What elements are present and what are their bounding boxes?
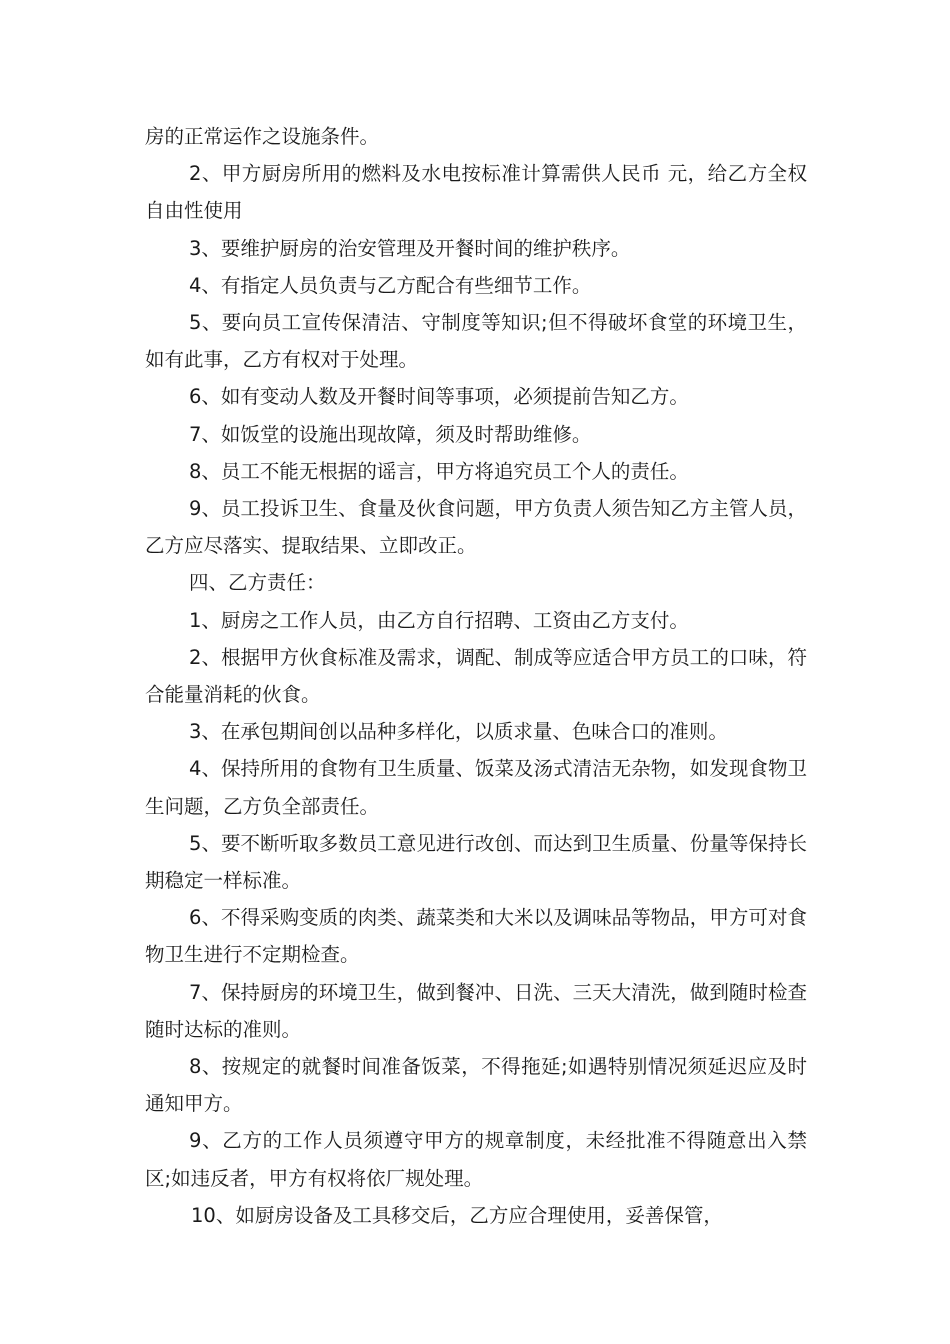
paragraph-item-2-fuel: 2、甲方厨房所用的燃料及水电按标准计算需供人民币 元，给乙方全权自由性使用 bbox=[145, 162, 807, 223]
section-heading-party-b: 四、乙方责任： bbox=[189, 571, 326, 595]
paragraph-item-4-liaison: 4、有指定人员负责与乙方配合有些细节工作。 bbox=[189, 273, 592, 297]
paragraph-item-6-notice: 6、如有变动人数及开餐时间等事项，必须提前告知乙方。 bbox=[189, 385, 689, 409]
paragraph-item-3-security: 3、要维护厨房的治安管理及开餐时间的维护秩序。 bbox=[189, 236, 631, 260]
paragraph-b-item-9-rules: 9、乙方的工作人员须遵守甲方的规章制度，未经批准不得随意出入禁区;如违反者，甲方有权将依厂规处理。 bbox=[145, 1129, 807, 1190]
paragraph-b-item-10-equipment: 10、如厨房设备及工具移交后，乙方应合理使用，妥善保管， bbox=[191, 1203, 723, 1227]
paragraph-b-item-3-variety: 3、在承包期间创以品种多样化，以质求量、色味合口的准则。 bbox=[189, 720, 728, 744]
paragraph-item-9-complaint: 9、员工投诉卫生、食量及伙食问题，甲方负责人须告知乙方主管人员，乙方应尽落实、提取结果、立即改正。 bbox=[145, 497, 807, 558]
paragraph-b-item-4-quality: 4、保持所用的食物有卫生质量、饭菜及汤式清洁无杂物，如发现食物卫生问题，乙方负全部责任。 bbox=[145, 757, 807, 818]
paragraph-b-item-6-purchase: 6、不得采购变质的肉类、蔬菜类和大米以及调味品等物品，甲方可对食物卫生进行不定期检查。 bbox=[145, 906, 807, 967]
paragraph-item-7-repair: 7、如饭堂的设施出现故障，须及时帮助维修。 bbox=[189, 422, 592, 446]
paragraph-b-item-2-taste: 2、根据甲方伙食标准及需求，调配、制成等应适合甲方员工的口味，符合能量消耗的伙食。 bbox=[145, 645, 807, 707]
paragraph-item-8-rumor: 8、员工不能无根据的谣言，甲方将追究员工个人的责任。 bbox=[189, 459, 689, 483]
paragraph-continuation: 房的正常运作之设施条件。 bbox=[145, 125, 380, 148]
paragraph-b-item-5-feedback: 5、要不断听取多数员工意见进行改创、而达到卫生质量、份量等保持长期稳定一样标准。 bbox=[145, 831, 807, 893]
paragraph-item-5-hygiene: 5、要向员工宣传保清洁、守制度等知识;但不得破坏食堂的环境卫生，如有此事，乙方有权对于处理。 bbox=[145, 311, 807, 372]
paragraph-b-item-8-mealtime: 8、按规定的就餐时间准备饭菜，不得拖延;如遇特别情况须延迟应及时通知甲方。 bbox=[145, 1055, 807, 1116]
paragraph-b-item-7-cleaning: 7、保持厨房的环境卫生，做到餐冲、日洗、三天大清洗，做到随时检查随时达标的准则。 bbox=[145, 980, 807, 1041]
document-body bbox=[145, 118, 807, 1234]
paragraph-b-item-1-staff: 1、厨房之工作人员，由乙方自行招聘、工资由乙方支付。 bbox=[189, 608, 689, 632]
